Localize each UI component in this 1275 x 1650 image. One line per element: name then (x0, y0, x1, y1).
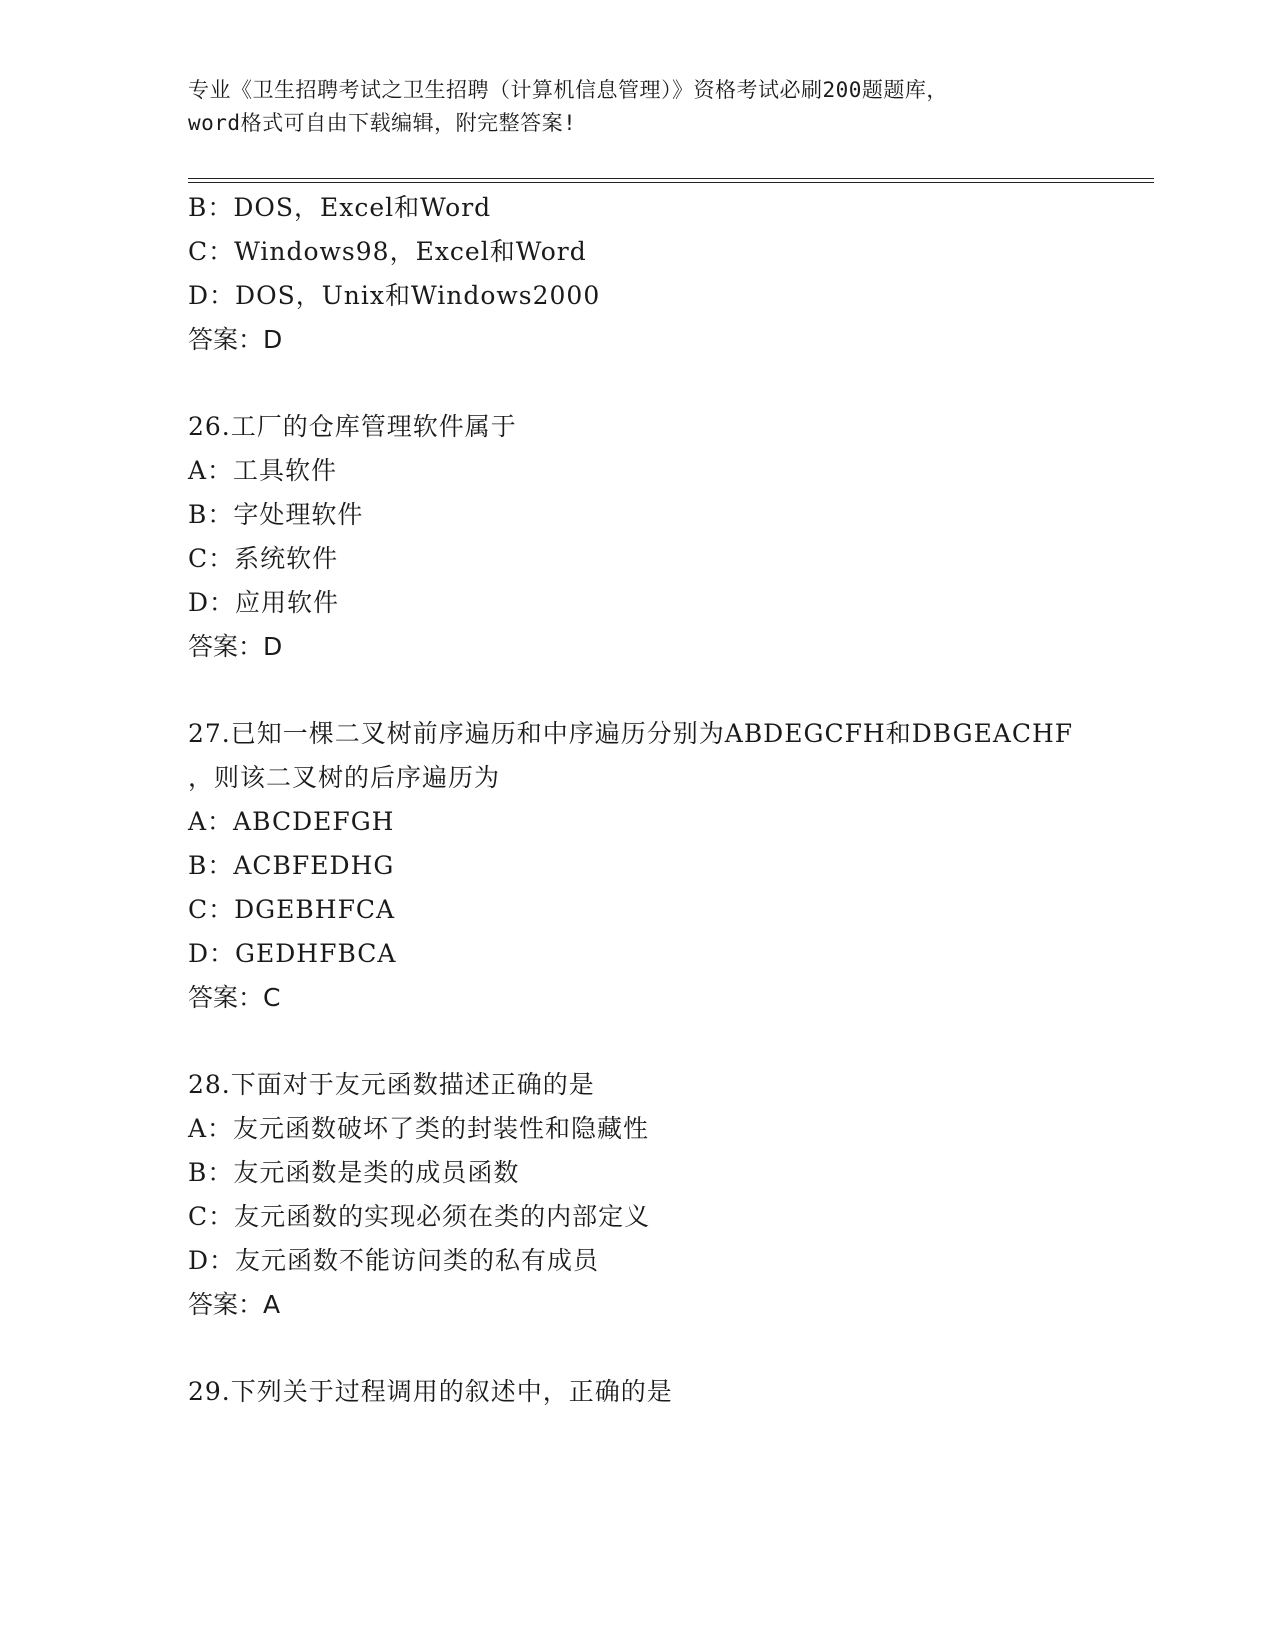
prev-option-c: C：Windows98，Excel和Word (188, 237, 587, 266)
q26-option-d: D：应用软件 (188, 588, 340, 617)
q28-option-c: C：友元函数的实现必须在类的内部定义 (188, 1202, 651, 1231)
q28-option-b: B：友元函数是类的成员函数 (188, 1158, 520, 1187)
prev-option-d: D：DOS，Unix和Windows2000 (188, 281, 601, 310)
prev-option-b: B：DOS，Excel和Word (188, 193, 492, 222)
q26-option-b: B：字处理软件 (188, 500, 364, 529)
q26-stem: 26.工厂的仓库管理软件属于 (188, 412, 517, 441)
q26-option-c: C：系统软件 (188, 544, 339, 573)
header-divider-top (188, 178, 1154, 179)
q27-stem-line-1: 27.已知一棵二叉树前序遍历和中序遍历分别为ABDEGCFH和DBGEACHF (188, 719, 1074, 748)
header-divider-bottom (188, 182, 1154, 183)
q27-option-d: D：GEDHFBCA (188, 939, 397, 968)
q28-answer: 答案：A (188, 1290, 281, 1319)
q28-option-d: D：友元函数不能访问类的私有成员 (188, 1246, 600, 1275)
header-line-1: 专业《卫生招聘考试之卫生招聘（计算机信息管理）》资格考试必刷200题题库， (188, 78, 948, 102)
q27-option-b: B：ACBFEDHG (188, 851, 395, 880)
q28-option-a: A：友元函数破坏了类的封装性和隐藏性 (188, 1114, 650, 1143)
q29-stem: 29.下列关于过程调用的叙述中，正确的是 (188, 1377, 673, 1406)
q27-stem-line-2: ，则该二叉树的后序遍历为 (188, 763, 501, 792)
document-header (188, 74, 1088, 140)
header-line-2: word格式可自由下载编辑，附完整答案! (188, 111, 577, 135)
prev-answer: 答案：D (188, 325, 283, 354)
q26-option-a: A：工具软件 (188, 456, 338, 485)
q27-option-a: A：ABCDEFGH (188, 807, 395, 836)
q27-answer: 答案：C (188, 983, 281, 1012)
q26-answer: 答案：D (188, 632, 283, 661)
q27-option-c: C：DGEBHFCA (188, 895, 396, 924)
q28-stem: 28.下面对于友元函数描述正确的是 (188, 1070, 595, 1099)
